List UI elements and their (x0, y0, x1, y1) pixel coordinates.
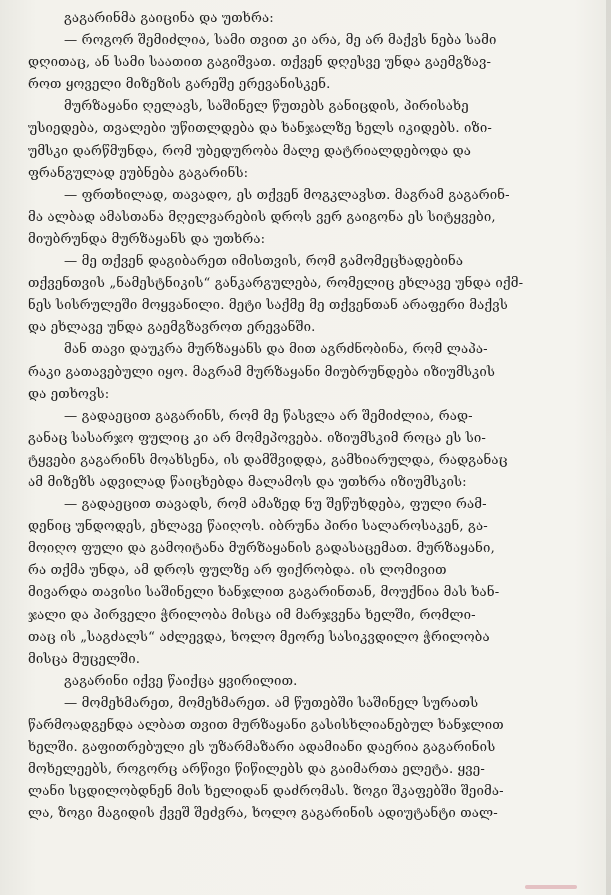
text-line: უსიედება, თვალები უწითლდება და ხანჯალზე ხელს იკიდებს. იზი- (28, 121, 492, 137)
paragraph (28, 185, 600, 251)
text-line: ჯალი და პირველი ჭრილობა მისცა იმ მარჯვენა ხელში, რომლი- (28, 607, 476, 623)
text-line: — როგორ შემიძლია, სამი თვით კი არა, მე არ მაქვს ნება სამი (64, 33, 497, 49)
text-line: — გადაეცით თავადს, რომ ამაზედ ნუ შეწუხდება, ფული რამ- (64, 497, 487, 513)
paragraph (28, 339, 600, 405)
text-line: თაც ის „საგძალს“ აძლევდა, ხოლო მეორე სასიკვდილო ჭრილობა (28, 629, 490, 645)
text-line: — გადაეცით გაგარინს, რომ მე წასვლა არ შემიძლია, რად- (64, 408, 473, 424)
text-line: მოხელეებს, როგორც არწივი წიწილებს და გაიმართა ელეტა. ყვე- (28, 762, 485, 778)
text-line: ტყვები გაგარინს მოახსენა, ის დამშვიდდა, გამხიარულდა, რადგანაც (28, 452, 508, 468)
text-line: გაგარინმა გაიცინა და უთხრა: (64, 11, 274, 26)
text-line: დღითაც, ან სამი საათით გაგიშვათ. თქვენ დღესვე უნდა გაემგზავ- (28, 55, 492, 71)
paragraph (28, 251, 600, 339)
text-line: თქვენთვის „ნამესტნიკის“ განკარგულება, რომელიც ეხლავე უნდა იქმ- (28, 276, 524, 292)
text-line: განაც სასარჯო ფულიც კი არ მომეპოვება. იზიუმსკიმ როცა ეს სი- (28, 430, 487, 446)
paragraph (28, 494, 600, 671)
paragraph (28, 693, 600, 826)
text-line: ამ მიზეზს ადვილად წაიცხებდა მალამოს და უთხრა იზიუმსკის: (28, 474, 467, 490)
text-line: მოიღო ფული და გამოიტანა მურზაყანის გადასაცემათ. მურზაყანი, (28, 541, 495, 557)
text-line: რაკი გათავებული იყო. მაგრამ მურზაყანი მიუბრუნდება იზიუმსკის (28, 364, 496, 380)
text-line: — მომეხმარეთ, მომეხმარეთ. ამ წუთებში საშინელ სურათს (64, 695, 479, 711)
text-line: — მე თქვენ დაგიბარეთ იმისთვის, რომ გამომეცხადებინა (64, 254, 464, 270)
text-line: მიუბრუნდა მურზაყანს და უთხრა: (28, 231, 266, 247)
text-line: ხელში. გაფითრებული ეს უზარმაზარი ადამიანი დაერია გაგარინის (28, 740, 496, 756)
text-line: მა ალბად ამასთანა მღელვარების დროს ვერ გაიგონა ეს სიტყვები, (28, 209, 496, 225)
text-line: მისცა მუცელში. (28, 651, 141, 667)
text-line: მან თავი დაუკრა მურზაყანს და მით აგრძნობინა, რომ ლაპა- (64, 342, 488, 358)
text-line: ნეს სისრულეში მოყვანილი. მეტი საქმე მე თქვენთან არაფერი მაქვს (28, 298, 508, 314)
paragraph (28, 8, 600, 30)
paragraph (28, 671, 600, 693)
text-line: წარმოადგენდა ალბათ თვით მურზაყანი გასისხლიანებულ ხანჯლით (28, 718, 504, 733)
text-line: უმსკი დარწმუნდა, რომ უბედურობა მალე დატრიალდებოდა და (28, 143, 472, 159)
text-line: — ფრთხილად, თავადო, ეს თქვენ მოგკლავსთ. მაგრამ გაგარინ- (64, 187, 510, 203)
text-line: რა თქმა უნდა, ამ დროს ფულზე არ ფიქრობდა. ის ლომივით (28, 563, 447, 579)
paragraph (28, 30, 600, 96)
text-line: დენიც უნდოდეს, ეხლავე წაიღოს. იბრუნა პირი სალაროსაკენ, გა- (28, 519, 488, 535)
text-line: და ეხლავე უნდა გაემგზავროთ ერევანში. (28, 320, 316, 336)
text-line: და ეთხოვს: (28, 386, 110, 402)
paragraph (28, 406, 600, 494)
page-edge-shadow (606, 0, 611, 895)
text-line: გაგარინი იქვე წაიქცა ყვირილით. (64, 673, 298, 689)
text-line: ფრანგულად ეუბნება გაგარინს: (28, 165, 249, 181)
text-line: როთ ყოველი მიზეზის გარეშე ერევანისკენ. (28, 77, 331, 93)
text-line: ლა, ზოგი მაგიდის ქვეშ შეძვრა, ხოლო გაგარინის ადიუტანტი თალ- (28, 806, 498, 822)
red-ink-mark (525, 885, 577, 889)
paragraph (28, 96, 600, 184)
text-line: ლანი სცდილობდნენ მის ხელიდან დაძრომას. ზოგი შკაფებში შეიმა- (28, 784, 504, 800)
book-text (28, 8, 600, 825)
text-line: მივარდა თავისი საშინელი ხანჯლით გაგარინთან, მოუქნია მას ხან- (28, 585, 500, 601)
text-line: მურზაყანი ღელავს, საშინელ წუთებს განიცდის, პირისახე (64, 99, 469, 115)
